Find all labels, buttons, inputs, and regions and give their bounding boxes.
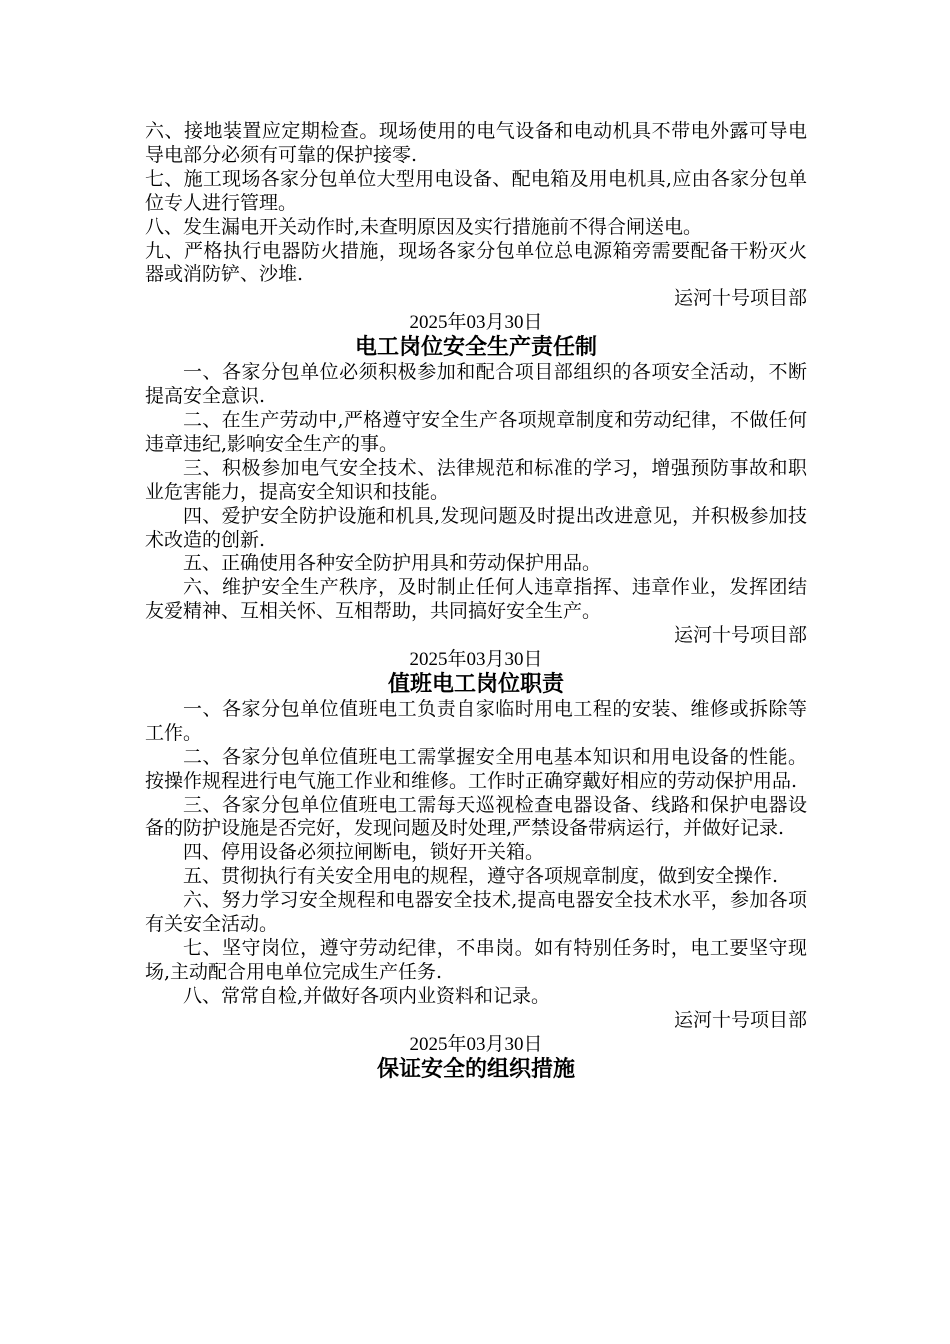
section-item: 四、停用设备必须拉闸断电，锁好开关箱。 (183, 841, 545, 864)
section-item: 三、各家分包单位值班电工需每天巡视检查电器设备、线路和保护电器设备的防护设施是否完好，发现问题及时处理,严禁设备带病运行，并做好记录. (145, 793, 807, 840)
section-item: 八、常常自检,并做好各项内业资料和记录。 (183, 984, 551, 1007)
section-item: 五、正确使用各种安全防护用具和劳动保护用品。 (183, 552, 602, 575)
date: 2025年03月30日 (409, 649, 543, 671)
section-item: 一、各家分包单位值班电工负责自家临时用电工程的安装、维修或拆除等工作。 (145, 697, 807, 744)
date: 2025年03月30日 (409, 312, 543, 334)
document-page (145, 120, 807, 1083)
intro-item-9: 九、严格执行电器防火措施，现场各家分包单位总电源箱旁需要配备干粉灭火器或消防铲、沙堆. (145, 239, 807, 286)
signature: 运河十号项目部 (673, 624, 807, 647)
signature: 运河十号项目部 (673, 1008, 807, 1031)
section-item: 二、在生产劳动中,严格遵守安全生产各项规章制度和劳动纪律，不做任何违章违纪,影响安全生产的事。 (145, 408, 807, 455)
section-item: 七、坚守岗位，遵守劳动纪律，不串岗。如有特别任务时，电工要坚守现场,主动配合用电单位完成生产任务. (145, 937, 807, 983)
date: 2025年03月30日 (409, 1033, 543, 1055)
section-title: 电工岗位安全生产责任制 (354, 335, 597, 361)
section-item: 四、爱护安全防护设施和机具,发现问题及时提出改进意见，并积极参加技术改造的创新. (145, 504, 807, 551)
section-item: 三、积极参加电气安全技术、法律规范和标准的学习，增强预防事故和职业危害能力，提高安全知识和技能。 (145, 456, 807, 503)
intro-item-8: 八、发生漏电开关动作时,未查明原因及实行措施前不得合闸送电。 (145, 215, 703, 238)
section-item: 六、努力学习安全规程和电器安全技术,提高电器安全技术水平，参加各项有关安全活动。 (145, 889, 807, 936)
intro-item-6: 六、接地装置应定期检查。现场使用的电气设备和电动机具不带电外露可导电导电部分必须有可靠的保护接零. (145, 120, 807, 166)
section-item: 五、贯彻执行有关安全用电的规程，遵守各项规章制度，做到安全操作. (183, 865, 779, 888)
signature: 运河十号项目部 (673, 287, 807, 310)
section-item: 六、维护安全生产秩序，及时制止任何人违章指挥、违章作业，发挥团结友爱精神、互相关怀、互相帮助，共同搞好安全生产。 (145, 576, 807, 623)
section-item: 一、各家分包单位必须积极参加和配合项目部组织的各项安全活动，不断提高安全意识. (145, 361, 807, 408)
section-item: 二、各家分包单位值班电工需掌握安全用电基本知识和用电设备的性能。按操作规程进行电气施工作业和维修。工作时正确穿戴好相应的劳动保护用品. (145, 745, 807, 792)
section-title: 值班电工岗位职责 (387, 671, 564, 697)
intro-item-7: 七、施工现场各家分包单位大型用电设备、配电箱及用电机具,应由各家分包单位专人进行管理。 (145, 167, 807, 214)
section-title: 保证安全的组织措施 (376, 1056, 575, 1082)
